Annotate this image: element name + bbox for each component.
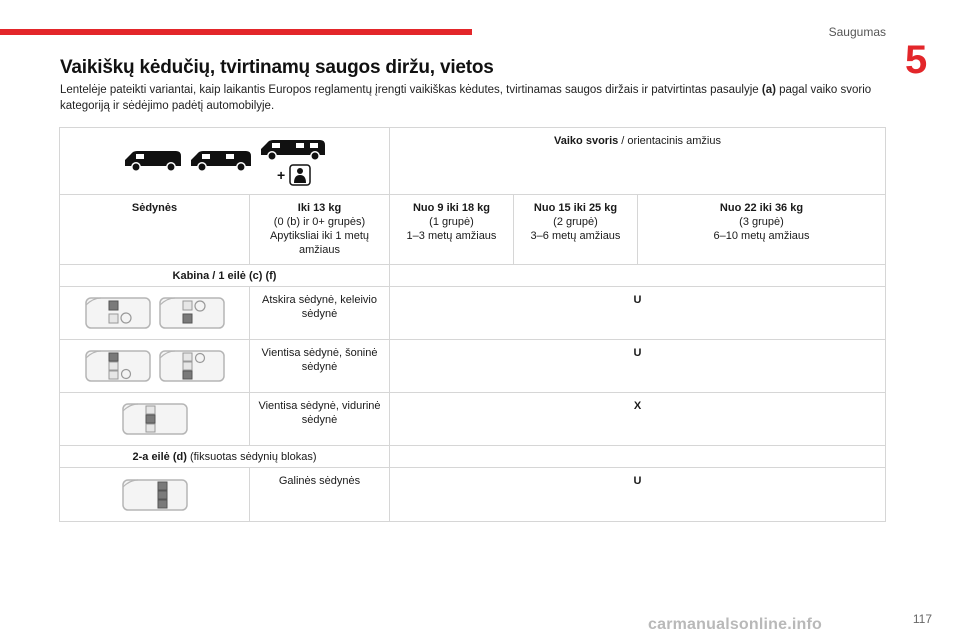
seat-plan-icons	[60, 393, 250, 445]
group-line1: (2 grupė)	[553, 216, 598, 228]
seat-plan-icons	[60, 468, 250, 521]
empty-cell	[390, 265, 885, 286]
intro-text-end: pagal vaiko svorio kategoriją ir sėdėjimo padėtį automobilyje.	[60, 84, 872, 112]
intro-text: Lentelėje pateikti variantai, kaip laikantis Europos reglamentų įrengti vaikiškas kėdutes, tvirtinamas saugos diržais ir patvirtintas pasaulyje	[60, 84, 759, 96]
seat-plan-rear-bench-icon	[120, 477, 190, 513]
group-line2: 1–3 metų amžiaus	[406, 230, 497, 242]
van-medium-icon	[188, 146, 254, 176]
child-seat-icon	[273, 164, 313, 186]
weight-header-label: Vaiko svoris	[554, 135, 619, 147]
intro-paragraph	[60, 82, 890, 114]
van-short-icon	[122, 146, 184, 176]
group-line2: Apytiksliai iki 1 metų amžiaus	[269, 230, 370, 256]
page-number: 117	[912, 612, 932, 626]
group-cell-0	[250, 195, 390, 264]
group-title: Nuo 9 iki 18 kg	[412, 202, 491, 214]
van-long-icon	[258, 136, 328, 164]
seat-plan-left-hand-icon	[83, 295, 153, 331]
seat-description: Galinės sėdynės	[250, 468, 390, 521]
weight-header	[390, 128, 885, 194]
group-cell-3	[638, 195, 885, 264]
child-seat-table	[59, 127, 886, 522]
weight-header-rest: / orientacinis amžius	[618, 135, 721, 147]
section-row-cabin	[60, 265, 885, 287]
intro-reference: (a)	[761, 84, 776, 96]
chapter-number: 5	[905, 38, 928, 82]
svg-text:+: +	[276, 167, 285, 183]
seat-plan-right-hand-icon	[157, 295, 227, 331]
section-label-rest: (fiksuotas sėdynių blokas)	[186, 451, 317, 463]
section-label-cabin: Kabina / 1 eilė (c) (f)	[60, 265, 390, 286]
group-title: Iki 13 kg	[297, 202, 342, 214]
table-row	[60, 393, 885, 446]
header-accent-bar	[0, 29, 472, 35]
group-line1: (0 (b) ir 0+ grupės)	[273, 216, 366, 228]
table-row	[60, 340, 885, 393]
group-line1: (1 grupė)	[429, 216, 474, 228]
seat-value: U	[633, 347, 642, 359]
seat-plan-icons	[60, 287, 250, 339]
seat-value: U	[633, 294, 642, 306]
table-header-row	[60, 128, 885, 195]
group-cell-2	[514, 195, 638, 264]
group-line2: 6–10 metų amžiaus	[713, 230, 810, 242]
vehicle-icons	[60, 128, 390, 194]
seat-value: U	[633, 475, 642, 487]
seat-plan-icons	[60, 340, 250, 392]
seats-label: Sėdynės	[60, 195, 250, 264]
group-title: Nuo 22 iki 36 kg	[719, 202, 804, 214]
seat-description: Vientisa sėdynė, šoninė sėdynė	[250, 340, 390, 392]
group-line1: (3 grupė)	[739, 216, 784, 228]
table-row	[60, 468, 885, 521]
section-row-second-row	[60, 446, 885, 468]
section-label-bold: 2-a eilė (d)	[132, 451, 187, 463]
group-cell-1	[390, 195, 514, 264]
watermark: carmanualsonline.info	[648, 616, 823, 633]
group-title: Nuo 15 iki 25 kg	[533, 202, 618, 214]
seat-description: Atskira sėdynė, keleivio sėdynė	[250, 287, 390, 339]
section-label-second-row	[60, 446, 390, 467]
seat-plan-bench-left-icon	[83, 348, 153, 384]
seat-plan-bench-middle-icon	[120, 401, 190, 437]
seat-description: Vientisa sėdynė, vidurinė sėdynė	[250, 393, 390, 445]
weight-groups-row	[60, 195, 885, 265]
page-title: Vaikiškų kėdučių, tvirtinamų saugos diržu, vietos	[60, 57, 494, 78]
seat-plan-bench-right-icon	[157, 348, 227, 384]
table-row	[60, 287, 885, 340]
group-line2: 3–6 metų amžiaus	[530, 230, 621, 242]
empty-cell	[390, 446, 885, 467]
seat-value: X	[633, 400, 642, 412]
van-long-with-child-icon	[258, 136, 328, 186]
section-name: Saugumas	[828, 25, 886, 39]
